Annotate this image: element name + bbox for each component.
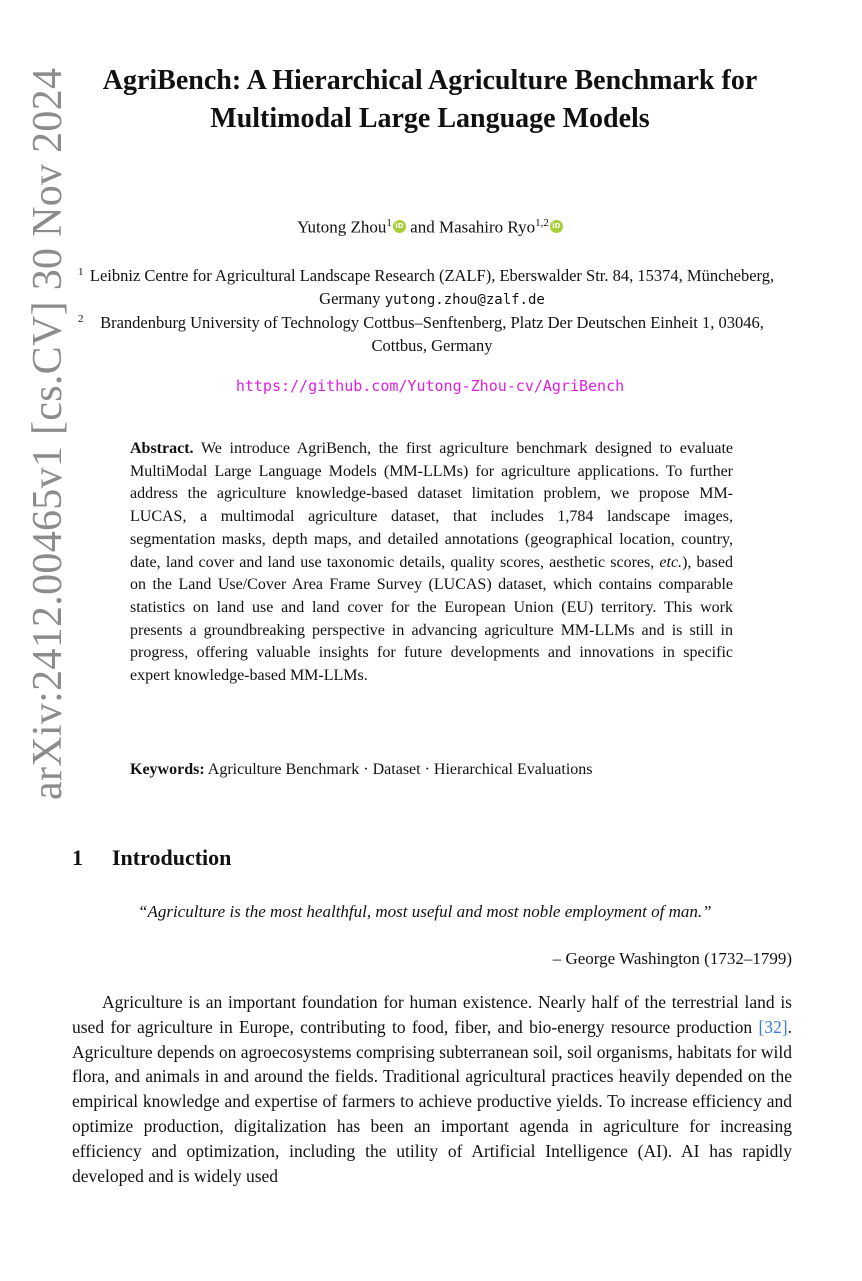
section-title: Introduction	[112, 845, 232, 870]
affiliation-number: 1	[78, 266, 84, 278]
repository-link[interactable]: https://github.com/Yutong-Zhou-cv/AgriBench	[235, 377, 625, 395]
abstract-label: Abstract.	[130, 440, 194, 457]
section-number: 1	[72, 845, 83, 870]
orcid-icon[interactable]: iD	[550, 220, 563, 233]
abstract	[130, 438, 733, 688]
author-connector: and	[410, 217, 435, 237]
intro-paragraph	[72, 990, 792, 1188]
abstract-italic: etc.	[659, 553, 683, 571]
epigraph-attribution: – George Washington (1732–1799)	[552, 949, 792, 968]
affiliation-number: 2	[78, 313, 84, 325]
affiliation-1	[72, 264, 792, 312]
author-affiliation-marker: 1,2	[535, 217, 549, 229]
paragraph-text: Agriculture is an important foundation for human existence. Nearly half of the terrestrial land is used for agriculture in Europe, contributing to food, fiber, and bio-energy resource production	[72, 992, 792, 1037]
affiliation-text: Leibniz Centre for Agricultural Landscape Research (ZALF), Eberswalder Str. 84, 15374, Müncheberg, Germany	[89, 266, 775, 308]
paper-title: AgriBench: A Hierarchical Agriculture Benchmark for Multimodal Large Language Models	[102, 65, 758, 134]
abstract-text-continued: ), based on the Land Use/Cover Area Frame Survey (LUCAS) dataset, which contains comparable statistics on land use and land cover for the European Union (EU) territory. This work presents a groundbreaking perspective in advancing agriculture MM-LLMs and is still in progress, offering valuable insights for future developments and innovations in specific expert knowledge-based MM-LLMs.	[130, 553, 733, 685]
orcid-icon[interactable]: iD	[393, 220, 406, 233]
keywords-label: Keywords:	[130, 761, 205, 778]
keywords	[130, 759, 733, 782]
citation-link[interactable]: [32]	[758, 1016, 788, 1037]
affiliation-text: Brandenburg University of Technology Cottbus–Senftenberg, Platz Der Deutschen Einheit 1, 03046, Cottbus, Germany	[100, 313, 764, 355]
section-heading	[72, 845, 231, 871]
author-affiliation-marker: 1	[386, 217, 392, 229]
abstract-text: We introduce AgriBench, the first agriculture benchmark designed to evaluate MultiModal Large Language Models (MM-LLMs) for agriculture applications. To further address the agriculture knowledge-based dataset limitation problem, we propose MM-LUCAS, a multimodal agriculture dataset, that includes 1,784 landscape images, segmentation masks, depth maps, and detailed annotations (geographical location, country, date, land cover and land use taxonomic details, quality scores, aesthetic scores,	[130, 440, 733, 571]
author-line	[100, 217, 760, 238]
keywords-text: Agriculture Benchmark · Dataset · Hierarchical Evaluations	[207, 761, 593, 778]
author-email[interactable]: yutong.zhou@zalf.de	[384, 292, 545, 308]
author-name: Yutong Zhou	[297, 217, 387, 237]
arxiv-identifier-stamp: arXiv:2412.00465v1 [cs.CV] 30 Nov 2024	[25, 67, 71, 800]
epigraph-quote: “Agriculture is the most healthful, most useful and most noble employment of man.”	[138, 902, 712, 921]
author-name: Masahiro Ryo	[438, 217, 536, 237]
paragraph-text-continued: . Agriculture depends on agroecosystems comprising subterranean soil, soil organisms, habitats for wild flora, and animals in and around the fields. Traditional agricultural practices heavily depended on the empirical knowledge and expertise of farmers to achieve productive yields. To increase efficiency and optimize production, digitalization has been an important agenda in agriculture for increasing efficiency and optimization, including the utility of Artificial Intelligence (AI). AI has rapidly developed and is widely used	[72, 1016, 792, 1186]
affiliation-2	[72, 311, 792, 357]
